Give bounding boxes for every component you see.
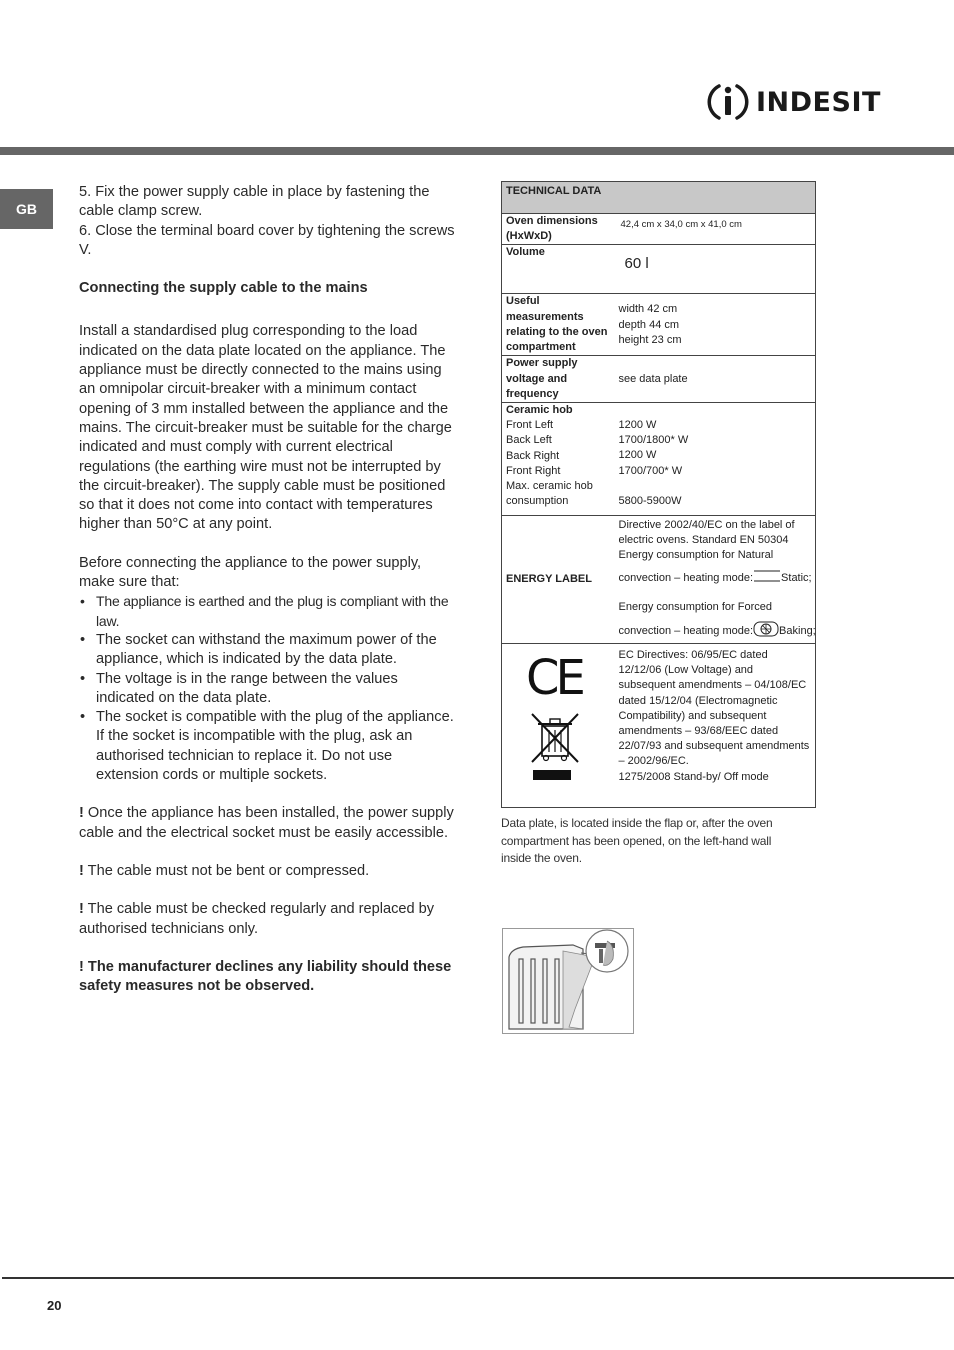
- bottom-divider: [2, 1277, 954, 1279]
- useful-measurements-label: Useful measurements relating to the oven compartment: [502, 294, 615, 356]
- ceramic-hob-labels: Ceramic hob Front Left Back Left Back Right Front Right Max. ceramic hob consumption: [502, 403, 615, 516]
- top-divider: [0, 147, 954, 155]
- table-header-row: [502, 182, 816, 214]
- list-item: • The voltage is in the range between the values indicated on the data plate.: [79, 670, 457, 709]
- energy-label-value: Directive 2002/40/EC on the label of electric ovens. Standard EN 50304 Energy consumption for Natural convection – heating mode: Static; Energy consumption for Forced convection – heating mode: Baking;: [615, 516, 816, 644]
- warning-mark: !: [79, 901, 84, 918]
- dimensions-label: Oven dimensions (HxWxD): [502, 214, 615, 245]
- step-6: 6. Close the terminal board cover by tightening the screws V.: [79, 222, 455, 258]
- table-row: [502, 403, 816, 516]
- checklist-intro: Before connecting the appliance to the power supply, make sure that:: [79, 554, 422, 591]
- warning-cable-bent: ! The cable must not be bent or compressed.: [79, 862, 370, 879]
- language-tab: GB: [0, 189, 53, 229]
- warning-liability: ! The manufacturer declines any liability should these safety measures not be observed.: [79, 958, 452, 995]
- ec-directives-value: EC Directives: 06/95/EC dated 12/12/06 (Low Voltage) and subsequent amendments – 04/108/EC dated 15/12/04 (Electromagnetic Compatibility) and subsequent amendments – 93/68/EEC dated 22/07/93 and subsequent amendments – 2002/96/EC. 1275/2008 Stand-by/ Off mode: [615, 644, 816, 808]
- volume-label: Volume: [502, 245, 615, 294]
- warning-accessible: ! Once the appliance has been installed, the power supply cable and the electrical socket must be easily accessible.: [79, 805, 454, 841]
- compliance-marks: [502, 644, 615, 808]
- warning-mark: !: [79, 862, 84, 879]
- power-supply-value: see data plate: [615, 356, 816, 403]
- brand-logo: [706, 80, 881, 124]
- static-mode-icon: [753, 570, 781, 582]
- plug-paragraph: Install a standardised plug corresponding to the load indicated on the data plate located on the appliance. The appliance must be directly connected to the mains using an omnipolar circuit-breaker with a minimum contact opening of 3 mm installed between the appliance and the mains. The circuit-breaker must be suitable for the charge indicated and must comply with current electrical regulations (the earthing wire must not be interrupted by the circuit-breaker). The supply cable must be positioned so that it does not come into contact with temperatures higher than 50°C at any point.: [79, 323, 452, 533]
- table-row: [502, 516, 816, 644]
- oven-illustration-icon: [503, 929, 633, 1033]
- oven-data-plate-illustration: [502, 928, 634, 1034]
- warning-cable-check: ! The cable must be checked regularly and replaced by authorised technicians only.: [79, 901, 435, 937]
- ce-mark: CE: [526, 650, 582, 707]
- indesit-logo-icon: [706, 80, 750, 124]
- list-item: • The socket is compatible with the plug of the appliance. If the socket is incompatible with the plug, ask an authorised technician to replace it. Do not use extension cords or multiple sockets.: [79, 708, 457, 785]
- volume-value: 60 l: [615, 245, 816, 294]
- weee-bin-icon: [526, 710, 586, 782]
- power-supply-label: Power supply voltage and frequency: [502, 356, 615, 403]
- table-row: [502, 214, 816, 245]
- section-heading: Connecting the supply cable to the mains: [79, 280, 368, 297]
- table-row: [502, 294, 816, 356]
- ceramic-hob-values: 1200 W 1700/1800* W 1200 W 1700/700* W 5800-5900W: [615, 403, 816, 516]
- technical-data-table: [501, 181, 816, 808]
- fan-baking-icon: [753, 621, 779, 637]
- warning-mark: !: [79, 958, 84, 975]
- dimensions-value: 42,4 cm x 34,0 cm x 41,0 cm: [615, 214, 816, 245]
- checklist: [79, 592, 457, 785]
- energy-label-heading: ENERGY LABEL: [502, 516, 615, 644]
- brand-wordmark: INDESIT: [756, 86, 881, 118]
- useful-measurements-value: width 42 cm depth 44 cm height 23 cm: [615, 294, 816, 356]
- data-plate-caption: Data plate, is located inside the flap or, after the oven compartment has been opened, on the left-hand wall inside the oven.: [501, 816, 773, 865]
- page-number: 20: [47, 1298, 62, 1313]
- table-row: [502, 644, 816, 808]
- table-row: [502, 245, 816, 294]
- table-title: TECHNICAL DATA: [502, 182, 816, 214]
- list-item: • The appliance is earthed and the plug is compliant with the law.: [79, 592, 457, 631]
- step-5: 5. Fix the power supply cable in place by fastening the cable clamp screw.: [79, 184, 430, 220]
- warning-mark: !: [79, 805, 84, 822]
- list-item: • The socket can withstand the maximum power of the appliance, which is indicated by the data plate.: [79, 631, 457, 670]
- instructions-column: [79, 183, 457, 996]
- table-row: [502, 356, 816, 403]
